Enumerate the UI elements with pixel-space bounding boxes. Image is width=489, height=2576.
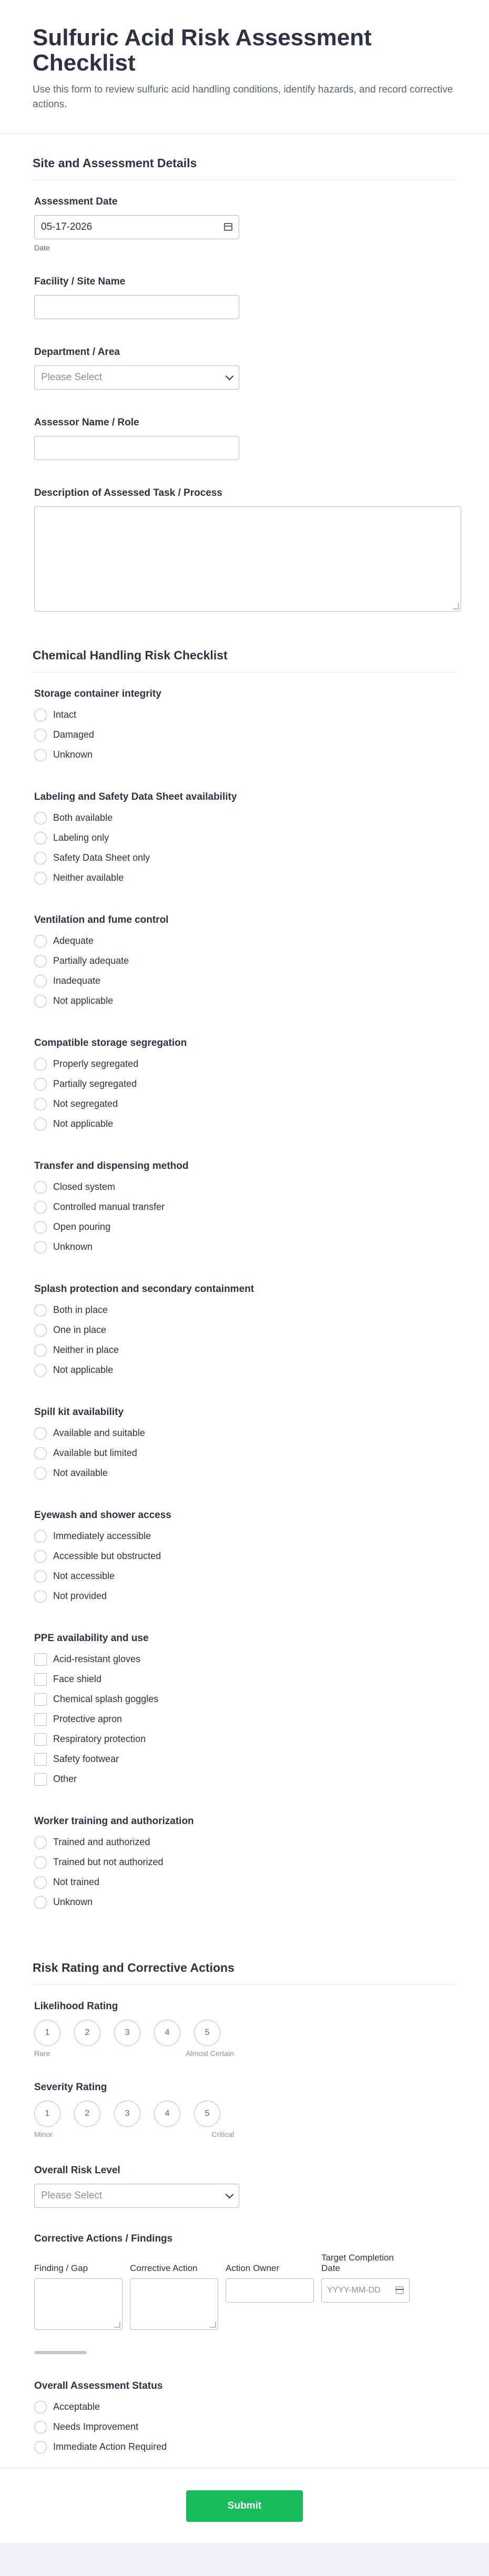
question-label: Worker training and authorization <box>34 1815 194 1827</box>
radio-option[interactable] <box>34 725 455 745</box>
likelihood-label: Likelihood Rating <box>34 2000 118 2012</box>
option-label: Neither in place <box>53 1345 119 1356</box>
radio-option[interactable] <box>34 1526 455 1546</box>
radio-input[interactable] <box>34 1856 47 1869</box>
assessment-date-field <box>34 196 455 252</box>
rating-option[interactable]: 3 <box>114 2101 140 2127</box>
checkbox-option[interactable] <box>34 1749 455 1769</box>
option-label: Not applicable <box>53 995 114 1006</box>
option-label: Face shield <box>53 1674 102 1685</box>
option-label: Other <box>53 1774 77 1785</box>
option-label: Trained and authorized <box>53 1837 150 1848</box>
option-label: Available and suitable <box>53 1428 145 1439</box>
matrix-col-owner <box>226 2248 314 2330</box>
assessment-date-label: Assessment Date <box>34 196 118 207</box>
severity-label: Severity Rating <box>34 2081 107 2093</box>
form-subtitle: Use this form to review sulfuric acid handling conditions, identify hazards, and record corrective actions. <box>33 84 453 110</box>
radio-input[interactable] <box>34 1181 47 1194</box>
facility-input[interactable] <box>34 295 239 319</box>
option-label: Not provided <box>53 1591 107 1602</box>
question-label: Ventilation and fume control <box>34 914 169 925</box>
matrix-header-finding: Finding / Gap <box>34 2263 88 2274</box>
radio-input[interactable] <box>34 812 47 824</box>
checkbox-input[interactable] <box>34 1673 47 1686</box>
question-label: Eyewash and shower access <box>34 1509 171 1521</box>
radio-option[interactable] <box>34 848 455 868</box>
rating-option[interactable]: 1 <box>34 2101 60 2127</box>
overall-risk-select[interactable] <box>34 2184 239 2208</box>
radio-input[interactable] <box>34 1467 47 1480</box>
severity-high-label: Critical <box>211 2130 234 2139</box>
radio-option[interactable] <box>34 705 455 725</box>
option-label: Both in place <box>53 1305 108 1316</box>
checkbox-option[interactable] <box>34 1729 455 1749</box>
department-select[interactable] <box>34 365 239 390</box>
radio-option[interactable] <box>34 1320 455 1340</box>
option-label: Immediate Action Required <box>53 2441 167 2452</box>
radio-input[interactable] <box>34 709 47 721</box>
option-label: Neither available <box>53 872 124 883</box>
checklist-question <box>34 1284 455 1380</box>
question-label: Transfer and dispensing method <box>34 1160 189 1172</box>
risk-section-title: Risk Rating and Corrective Actions <box>33 1939 456 1985</box>
likelihood-scale <box>34 2020 455 2046</box>
radio-input[interactable] <box>34 872 47 884</box>
option-label: Trained but not authorized <box>53 1857 164 1868</box>
calendar-icon[interactable] <box>224 223 232 231</box>
likelihood-low-label: Rare <box>34 2049 50 2058</box>
radio-option[interactable] <box>34 1423 455 1443</box>
target-date-input[interactable] <box>321 2278 410 2303</box>
matrix-col-finding <box>34 2248 123 2330</box>
radio-input[interactable] <box>34 1570 47 1583</box>
checklist-question <box>34 688 455 765</box>
option-label: Open pouring <box>53 1221 111 1233</box>
resize-handle-icon[interactable] <box>114 2322 120 2328</box>
site-section <box>0 134 489 612</box>
department-label: Department / Area <box>34 346 120 358</box>
question-label: Storage container integrity <box>34 688 161 699</box>
option-label: Acid-resistant gloves <box>53 1654 141 1665</box>
radio-option[interactable] <box>34 1872 455 1892</box>
radio-option[interactable] <box>34 1892 455 1912</box>
radio-option[interactable] <box>34 1177 455 1197</box>
checklist-question <box>34 1510 455 1606</box>
option-label: Not available <box>53 1468 108 1479</box>
submit-button[interactable]: Submit <box>186 2490 303 2522</box>
checkbox-input[interactable] <box>34 1733 47 1746</box>
radio-option[interactable] <box>34 1586 455 1606</box>
rating-option[interactable]: 1 <box>34 2020 60 2046</box>
facility-field <box>34 276 455 319</box>
corrective-field <box>34 2233 455 2354</box>
radio-option[interactable] <box>34 1094 455 1114</box>
radio-option[interactable] <box>34 1443 455 1463</box>
radio-option[interactable] <box>34 1054 455 1074</box>
overall-risk-label: Overall Risk Level <box>34 2164 120 2176</box>
checkbox-input[interactable] <box>34 1773 47 1786</box>
radio-input[interactable] <box>34 1098 47 1111</box>
checklist-section <box>0 626 489 1912</box>
assessment-date-value: 05-17-2026 <box>41 221 93 232</box>
radio-input[interactable] <box>34 1221 47 1234</box>
facility-label: Facility / Site Name <box>34 276 126 287</box>
option-label: Not applicable <box>53 1365 114 1376</box>
form-footer <box>0 2468 489 2522</box>
checkbox-option[interactable] <box>34 1650 455 1669</box>
radio-option[interactable] <box>34 1237 455 1257</box>
option-label: Unknown <box>53 749 93 760</box>
radio-input[interactable] <box>34 2441 47 2453</box>
radio-option[interactable] <box>34 1360 455 1380</box>
finding-textarea[interactable] <box>34 2278 123 2330</box>
option-label: Unknown <box>53 1241 93 1253</box>
radio-input[interactable] <box>34 1896 47 1909</box>
radio-option[interactable] <box>34 1340 455 1360</box>
radio-input[interactable] <box>34 1447 47 1460</box>
radio-input[interactable] <box>34 2421 47 2434</box>
radio-input[interactable] <box>34 1241 47 1254</box>
checklist-question <box>34 1633 455 1789</box>
radio-input[interactable] <box>34 995 47 1007</box>
option-label: Properly segregated <box>53 1058 139 1070</box>
owner-input[interactable] <box>226 2278 314 2303</box>
likelihood-high-label: Almost Certain <box>186 2049 234 2058</box>
radio-option[interactable] <box>34 991 455 1011</box>
radio-option[interactable] <box>34 1566 455 1586</box>
likelihood-scale-labels <box>34 2049 234 2061</box>
checkbox-input[interactable] <box>34 1653 47 1666</box>
assessment-date-sublabel: Date <box>34 243 50 252</box>
status-label: Overall Assessment Status <box>34 2380 163 2391</box>
checklist-question <box>34 1816 455 1912</box>
checkbox-option[interactable] <box>34 1709 455 1729</box>
checkbox-input[interactable] <box>34 1753 47 1766</box>
radio-input[interactable] <box>34 1324 47 1337</box>
option-label: Protective apron <box>53 1714 123 1725</box>
option-label: One in place <box>53 1325 107 1336</box>
option-label: Partially adequate <box>53 955 129 966</box>
radio-input[interactable] <box>34 832 47 844</box>
assessor-label: Assessor Name / Role <box>34 416 139 428</box>
radio-option[interactable] <box>34 2397 455 2417</box>
assessor-input[interactable] <box>34 436 239 460</box>
question-label: Spill kit availability <box>34 1406 124 1418</box>
matrix-col-date <box>321 2248 410 2330</box>
radio-option[interactable] <box>34 808 455 828</box>
radio-option[interactable] <box>34 828 455 848</box>
status-field <box>34 2380 455 2457</box>
resize-handle-icon[interactable] <box>453 603 459 609</box>
calendar-icon[interactable] <box>395 2286 404 2294</box>
description-textarea[interactable] <box>34 506 461 612</box>
radio-option[interactable] <box>34 971 455 991</box>
checklist-question <box>34 914 455 1011</box>
rating-option[interactable]: 5 <box>194 2101 220 2127</box>
option-label: Damaged <box>53 729 95 740</box>
radio-input[interactable] <box>34 852 47 864</box>
radio-input[interactable] <box>34 935 47 948</box>
option-label: Not applicable <box>53 1118 114 1129</box>
radio-input[interactable] <box>34 729 47 741</box>
radio-option[interactable] <box>34 1074 455 1094</box>
action-textarea[interactable] <box>130 2278 218 2330</box>
chevron-down-icon <box>226 372 234 381</box>
checklist-questions <box>33 688 456 1912</box>
assessor-field <box>34 417 455 460</box>
assessment-date-input[interactable] <box>34 215 239 239</box>
rating-option[interactable]: 4 <box>154 2101 180 2127</box>
rating-option[interactable]: 2 <box>74 2020 100 2046</box>
option-label: Not segregated <box>53 1098 118 1109</box>
option-label: Available but limited <box>53 1448 137 1459</box>
radio-input[interactable] <box>34 1550 47 1563</box>
option-label: Adequate <box>53 935 94 946</box>
corrective-label: Corrective Actions / Findings <box>34 2233 173 2244</box>
radio-input[interactable] <box>34 1201 47 1214</box>
description-field <box>34 487 455 612</box>
radio-option[interactable] <box>34 745 455 765</box>
question-label: Splash protection and secondary containment <box>34 1283 254 1295</box>
risk-section <box>0 1939 489 2457</box>
radio-option[interactable] <box>34 1852 455 1872</box>
radio-input[interactable] <box>34 1530 47 1543</box>
radio-input[interactable] <box>34 1058 47 1071</box>
corrective-matrix <box>34 2248 455 2330</box>
rating-option[interactable]: 3 <box>114 2020 140 2046</box>
radio-input[interactable] <box>34 2401 47 2414</box>
radio-option[interactable] <box>34 868 455 888</box>
checklist-section-title: Chemical Handling Risk Checklist <box>33 626 456 673</box>
severity-scale-labels <box>34 2130 234 2142</box>
radio-input[interactable] <box>34 1078 47 1091</box>
checkbox-input[interactable] <box>34 1713 47 1726</box>
radio-option[interactable] <box>34 1114 455 1134</box>
option-label: Partially segregated <box>53 1078 137 1090</box>
radio-option[interactable] <box>34 1300 455 1320</box>
severity-field <box>34 2082 455 2142</box>
radio-input[interactable] <box>34 1876 47 1889</box>
option-label: Chemical splash goggles <box>53 1694 159 1705</box>
matrix-scrollbar[interactable] <box>34 2351 87 2354</box>
radio-option[interactable] <box>34 1546 455 1566</box>
matrix-header-action: Corrective Action <box>130 2263 198 2274</box>
radio-option[interactable] <box>34 2417 455 2437</box>
option-label: Both available <box>53 812 113 823</box>
checkbox-option[interactable] <box>34 1689 455 1709</box>
radio-option[interactable] <box>34 1217 455 1237</box>
site-section-title: Site and Assessment Details <box>33 134 456 180</box>
radio-input[interactable] <box>34 749 47 761</box>
matrix-header-owner: Action Owner <box>226 2263 280 2274</box>
option-label: Unknown <box>53 1897 93 1908</box>
radio-input[interactable] <box>34 1344 47 1357</box>
severity-low-label: Minor <box>34 2130 53 2139</box>
question-label: PPE availability and use <box>34 1632 149 1644</box>
checkbox-option[interactable] <box>34 1669 455 1689</box>
rating-option[interactable]: 5 <box>194 2020 220 2046</box>
severity-scale <box>34 2101 455 2127</box>
radio-input[interactable] <box>34 1590 47 1603</box>
checklist-question <box>34 791 455 888</box>
radio-input[interactable] <box>34 955 47 968</box>
option-label: Inadequate <box>53 975 101 986</box>
matrix-header-date: Target Completion Date <box>321 2253 394 2274</box>
option-label: Acceptable <box>53 2401 100 2412</box>
question-label: Compatible storage segregation <box>34 1037 187 1048</box>
target-date-placeholder: YYYY-MM-DD <box>327 2285 381 2295</box>
status-options <box>34 2397 455 2457</box>
radio-input[interactable] <box>34 1304 47 1317</box>
radio-option[interactable] <box>34 1832 455 1852</box>
form-header <box>0 0 489 134</box>
radio-input[interactable] <box>34 1364 47 1377</box>
overall-risk-placeholder: Please Select <box>41 2190 103 2201</box>
option-label: Labeling only <box>53 832 109 843</box>
overall-risk-field <box>34 2165 455 2208</box>
department-placeholder: Please Select <box>41 371 103 383</box>
rating-option[interactable]: 2 <box>74 2101 100 2127</box>
radio-option[interactable] <box>34 1463 455 1483</box>
option-label: Accessible but obstructed <box>53 1551 161 1562</box>
checkbox-option[interactable] <box>34 1769 455 1789</box>
checklist-question <box>34 1037 455 1134</box>
option-label: Immediately accessible <box>53 1531 151 1542</box>
radio-option[interactable] <box>34 1197 455 1217</box>
question-label: Labeling and Safety Data Sheet availability <box>34 791 237 802</box>
department-field <box>34 347 455 390</box>
radio-input[interactable] <box>34 1427 47 1440</box>
checkbox-input[interactable] <box>34 1693 47 1706</box>
option-label: Not trained <box>53 1877 100 1888</box>
option-label: Safety Data Sheet only <box>53 852 150 863</box>
radio-input[interactable] <box>34 975 47 987</box>
form-title: Sulfuric Acid Risk Assessment Checklist <box>33 25 372 76</box>
likelihood-field <box>34 2001 455 2061</box>
description-label: Description of Assessed Task / Process <box>34 487 222 498</box>
radio-option[interactable] <box>34 951 455 971</box>
option-label: Safety footwear <box>53 1754 119 1765</box>
checklist-question <box>34 1407 455 1483</box>
option-label: Intact <box>53 709 77 720</box>
checklist-question <box>34 1160 455 1257</box>
chevron-down-icon <box>226 2191 234 2199</box>
option-label: Closed system <box>53 1182 116 1193</box>
radio-input[interactable] <box>34 1836 47 1849</box>
option-label: Not accessible <box>53 1571 115 1582</box>
matrix-col-action <box>130 2248 218 2330</box>
radio-option[interactable] <box>34 931 455 951</box>
radio-option[interactable] <box>34 2437 455 2457</box>
radio-input[interactable] <box>34 1118 47 1131</box>
option-label: Needs Improvement <box>53 2421 139 2432</box>
option-label: Controlled manual transfer <box>53 1202 165 1213</box>
option-label: Respiratory protection <box>53 1734 146 1745</box>
rating-option[interactable]: 4 <box>154 2020 180 2046</box>
resize-handle-icon[interactable] <box>210 2322 216 2328</box>
